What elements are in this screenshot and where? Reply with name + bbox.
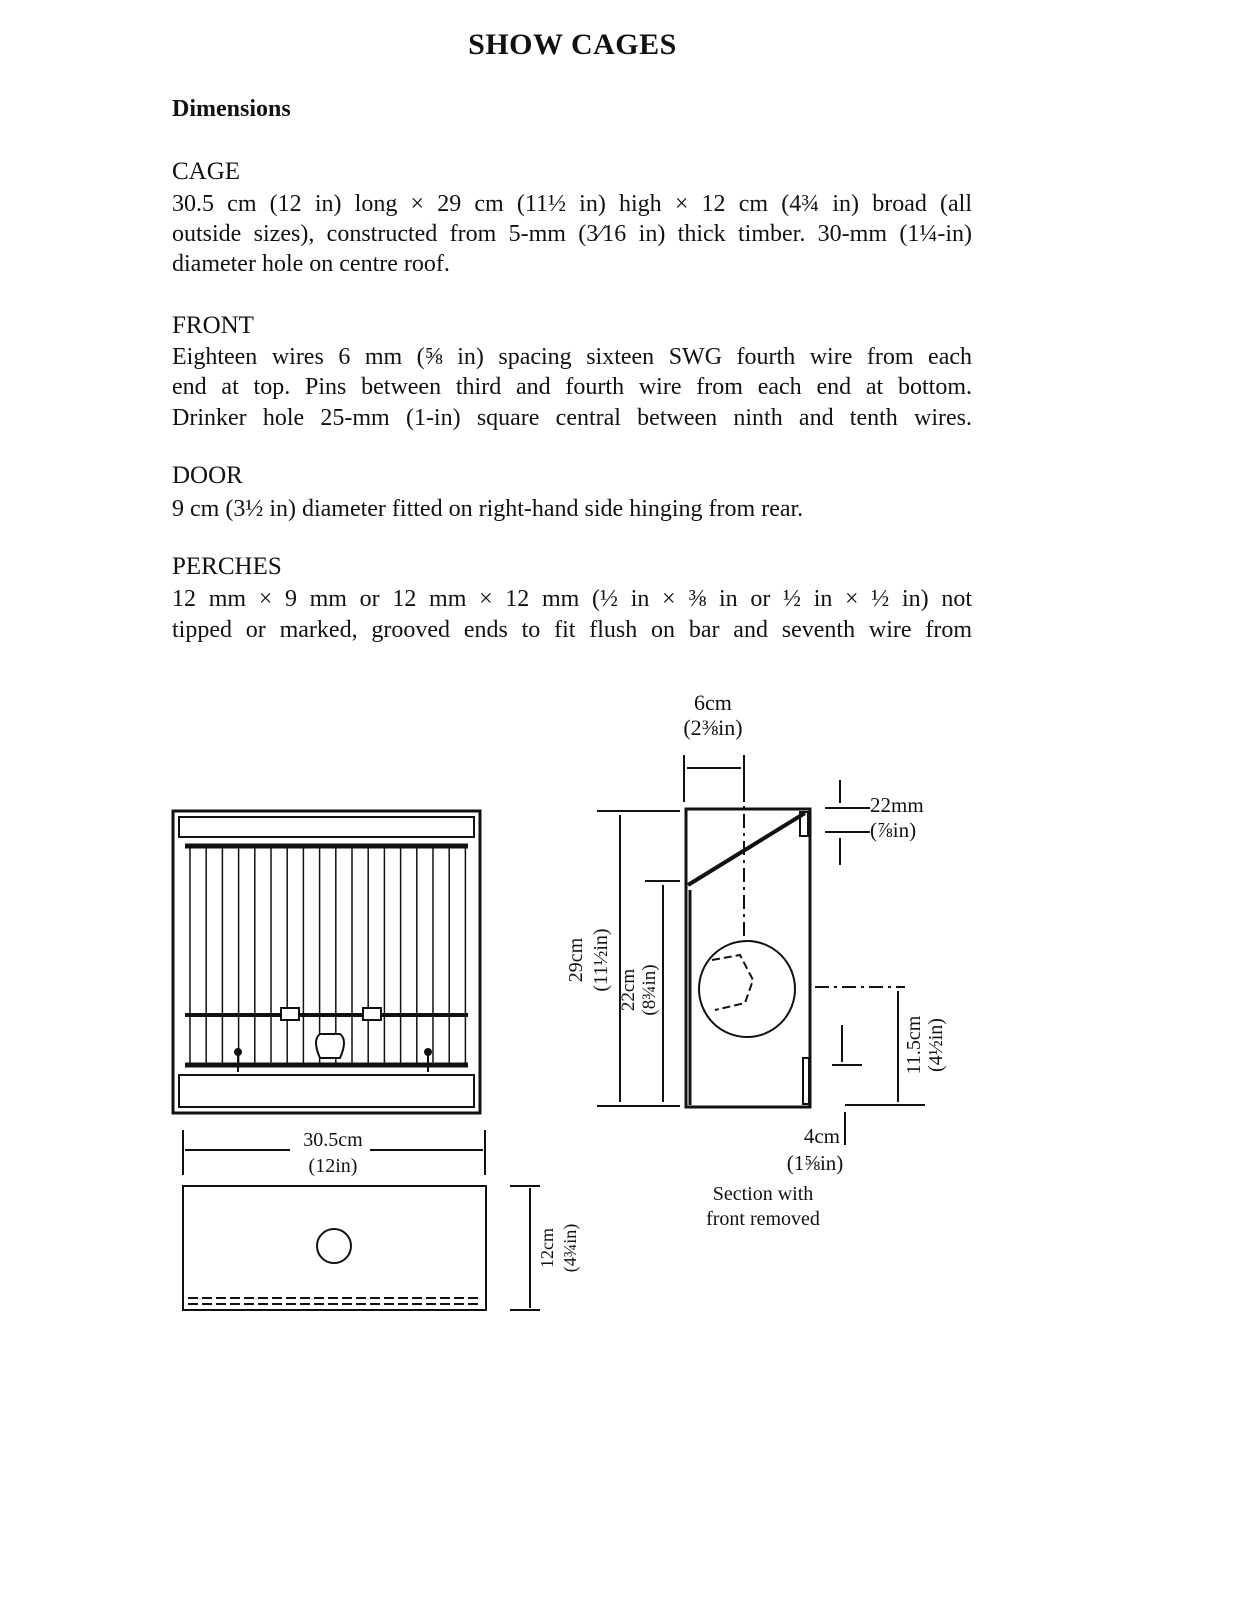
breadth-in-label: (4¾in)	[560, 1223, 580, 1273]
height-in-label: (11½in)	[590, 928, 612, 992]
length-cm-label: 30.5cm	[303, 1129, 363, 1151]
text-line: Drinker hole 25-mm (1-in) square central between ninth and tenth wires.	[172, 405, 972, 431]
text-line: 9 cm (3½ in) diameter fitted on right-hand side hinging from rear.	[172, 496, 804, 522]
top-in-label: (⅞in)	[870, 818, 917, 842]
door-in-label: (4½in)	[925, 1018, 947, 1072]
text-line: 30.5 cm (12 in) long × 29 cm (11½ in) high × 12 cm (4¾ in) broad (all	[172, 191, 972, 217]
text-line: 12 mm × 9 mm or 12 mm × 12 mm (½ in × ⅜ in or ½ in × ½ in) not	[172, 586, 972, 612]
top-view	[183, 1186, 540, 1310]
top-cm-label: 22mm	[870, 793, 924, 817]
length-in-label: (12in)	[308, 1155, 358, 1177]
caption-line-1: Section with	[712, 1183, 814, 1205]
front-view	[173, 811, 480, 1113]
heading-cage: CAGE	[172, 158, 241, 185]
roof-hole	[317, 1229, 351, 1263]
depth-in-label: (2⅜in)	[683, 715, 743, 740]
text-line: diameter hole on centre roof.	[172, 251, 450, 277]
inner-cm-label: 22cm	[618, 968, 639, 1012]
heading-front: FRONT	[172, 312, 254, 339]
inner-in-label: (8¾in)	[639, 964, 660, 1016]
text-line: Eighteen wires 6 mm (⅝ in) spacing sixteen SWG fourth wire from each	[172, 344, 972, 370]
depth-cm-label: 6cm	[694, 690, 732, 715]
breadth-cm-label: 12cm	[537, 1228, 557, 1268]
caption-line-2: front removed	[706, 1208, 820, 1230]
heading-perches: PERCHES	[172, 553, 282, 580]
text-line: outside sizes), constructed from 5-mm (3⁄16 in) thick timber. 30-mm (1¼-in)	[172, 221, 972, 247]
height-cm-label: 29cm	[565, 937, 587, 983]
page-title: SHOW CAGES	[468, 28, 677, 61]
text-line: tipped or marked, grooved ends to fit flush on bar and seventh wire from	[172, 617, 972, 643]
text-line: end at top. Pins between third and fourth wire from each end at bottom.	[172, 374, 972, 400]
subtitle: Dimensions	[172, 96, 291, 122]
heading-door: DOOR	[172, 462, 243, 489]
bottom-cm-label: 4cm	[803, 1124, 840, 1148]
bottom-in-label: (1⅝in)	[786, 1151, 844, 1175]
door-cm-label: 11.5cm	[903, 1015, 925, 1075]
